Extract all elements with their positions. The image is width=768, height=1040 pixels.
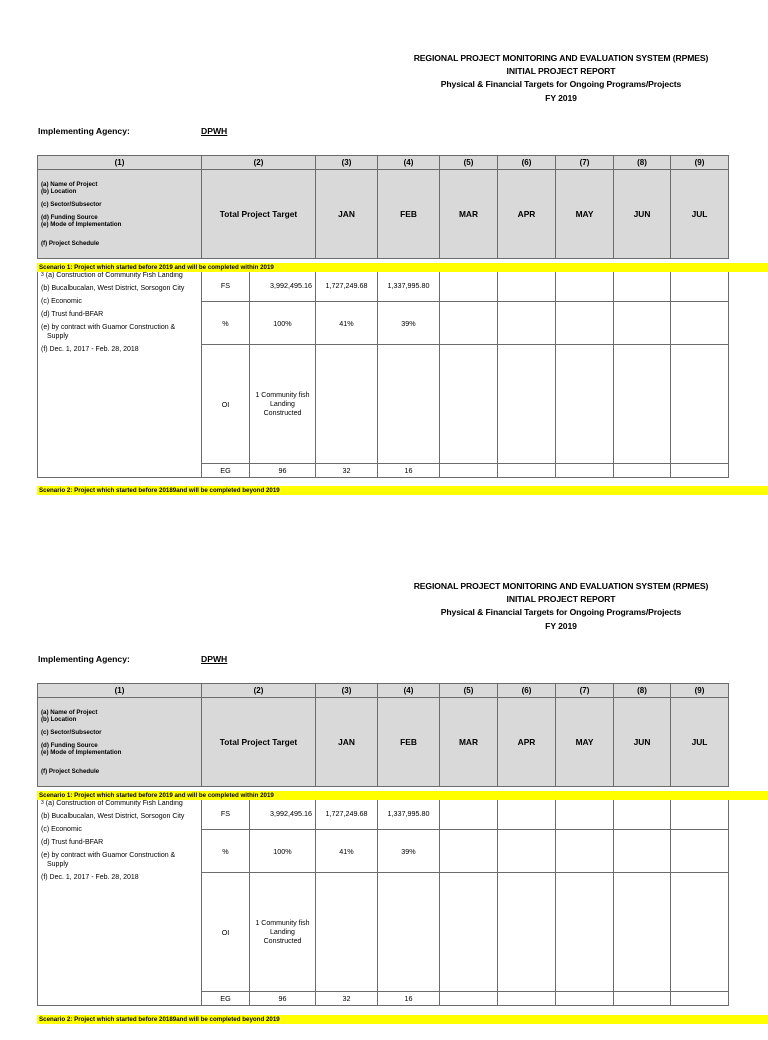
project-schedule: (f) Dec. 1, 2017 - Feb. 28, 2018 <box>41 874 139 881</box>
header-item-name: (a) Name of Project <box>41 180 98 188</box>
header-month-apr: APR <box>498 170 556 259</box>
row-label-fs: FS <box>202 797 250 830</box>
eg-jan: 32 <box>316 992 378 1006</box>
header-row <box>38 698 729 787</box>
targets-table <box>37 683 729 1006</box>
header-month-mar: MAR <box>440 170 498 259</box>
report-sheet-1 <box>0 0 768 512</box>
scenario-2-band: Scenario 2: Project which started before 20189and will be completed beyond 2019 <box>37 486 768 495</box>
report-title-system: REGIONAL PROJECT MONITORING AND EVALUATION SYSTEM (RPMES) <box>413 581 709 591</box>
header-month-feb: FEB <box>378 170 440 259</box>
table-row <box>38 269 729 302</box>
header-item-sector: (c) Sector/Subsector <box>41 200 102 208</box>
header-month-mar: MAR <box>440 698 498 787</box>
header-month-may: MAY <box>556 170 614 259</box>
header-month-feb: FEB <box>378 698 440 787</box>
agency-value: DPWH <box>201 126 228 136</box>
col-number-5: (5) <box>440 156 498 170</box>
header-total-target: Total Project Target <box>202 698 316 787</box>
project-number: 3 <box>41 272 44 278</box>
header-item-schedule: (f) Project Schedule <box>41 767 100 775</box>
project-sector: (c) Economic <box>41 298 82 305</box>
header-month-jun: JUN <box>614 698 671 787</box>
fs-jan: 1,727,249.68 <box>316 797 378 830</box>
fs-jan: 1,727,249.68 <box>316 269 378 302</box>
header-month-jan: JAN <box>316 170 378 259</box>
pct-jan: 41% <box>316 830 378 873</box>
header-month-jan: JAN <box>316 698 378 787</box>
header-item-mode: (e) Mode of Implementation <box>41 221 122 229</box>
project-schedule: (f) Dec. 1, 2017 - Feb. 28, 2018 <box>41 346 139 353</box>
fs-total: 3,992,495.16 <box>250 797 316 830</box>
col-number-2: (2) <box>202 684 316 698</box>
scenario-2-band: Scenario 2: Project which started before 20189and will be completed beyond 2019 <box>37 1015 768 1024</box>
header-description-cell <box>38 170 202 259</box>
report-title-subtitle: Physical & Financial Targets for Ongoing Programs/Projects <box>440 607 682 618</box>
row-label-fs: FS <box>202 269 250 302</box>
project-name: (a) Construction of Community Fish Landing <box>45 272 183 279</box>
header-item-schedule: (f) Project Schedule <box>41 239 100 247</box>
col-number-9: (9) <box>671 684 729 698</box>
header-item-funding: (d) Funding Source <box>41 741 98 749</box>
report-title-block <box>396 52 726 105</box>
col-number-3: (3) <box>316 156 378 170</box>
report-title-subtitle: Physical & Financial Targets for Ongoing Programs/Projects <box>440 79 682 90</box>
header-month-jul: JUL <box>671 170 729 259</box>
agency-label: Implementing Agency: <box>38 126 130 136</box>
header-item-funding: (d) Funding Source <box>41 213 98 221</box>
column-number-row <box>38 684 729 698</box>
col-number-2: (2) <box>202 156 316 170</box>
header-row <box>38 170 729 259</box>
row-label-percent: % <box>202 302 250 345</box>
scenario-1-band: Scenario 1: Project which started before 2019 and will be completed within 2019 <box>37 791 768 800</box>
header-total-target: Total Project Target <box>202 170 316 259</box>
col-number-4: (4) <box>378 156 440 170</box>
pct-total: 100% <box>250 830 316 873</box>
header-item-location: (b) Location <box>41 716 77 724</box>
row-label-eg: EG <box>202 992 250 1006</box>
row-label-eg: EG <box>202 464 250 478</box>
report-title-fy: FY 2019 <box>545 92 577 103</box>
fs-total: 3,992,495.16 <box>250 269 316 302</box>
project-mode: (e) by contract with Guamor Construction & Supply <box>41 852 176 868</box>
report-title-report: INITIAL PROJECT REPORT <box>506 594 616 605</box>
col-number-4: (4) <box>378 684 440 698</box>
col-number-1: (1) <box>38 156 202 170</box>
fs-feb: 1,337,995.80 <box>378 269 440 302</box>
oi-total: 1 Community fish Landing Constructed <box>250 873 316 992</box>
col-number-5: (5) <box>440 684 498 698</box>
pct-feb: 39% <box>378 830 440 873</box>
col-number-1: (1) <box>38 684 202 698</box>
header-description-cell <box>38 698 202 787</box>
eg-jan: 32 <box>316 464 378 478</box>
pct-feb: 39% <box>378 302 440 345</box>
project-name: (a) Construction of Community Fish Landing <box>45 800 183 807</box>
col-number-7: (7) <box>556 684 614 698</box>
project-location: (b) Bucalbucalan, West District, Sorsogon City <box>41 813 185 820</box>
col-number-8: (8) <box>614 156 671 170</box>
project-mode: (e) by contract with Guamor Construction & Supply <box>41 324 176 340</box>
header-item-mode: (e) Mode of Implementation <box>41 749 122 757</box>
eg-feb: 16 <box>378 464 440 478</box>
project-location: (b) Bucalbucalan, West District, Sorsogon City <box>41 285 185 292</box>
col-number-6: (6) <box>498 156 556 170</box>
project-sector: (c) Economic <box>41 826 82 833</box>
header-month-jul: JUL <box>671 698 729 787</box>
header-month-jun: JUN <box>614 170 671 259</box>
scenario-1-band: Scenario 1: Project which started before 2019 and will be completed within 2019 <box>37 263 768 272</box>
project-description-cell <box>38 269 202 478</box>
pct-jan: 41% <box>316 302 378 345</box>
row-label-oi: OI <box>202 873 250 992</box>
project-funding: (d) Trust fund-BFAR <box>41 839 104 846</box>
eg-total: 96 <box>250 992 316 1006</box>
header-month-may: MAY <box>556 698 614 787</box>
row-label-percent: % <box>202 830 250 873</box>
col-number-7: (7) <box>556 156 614 170</box>
project-description-cell <box>38 797 202 1006</box>
report-sheet-2 <box>0 528 768 1040</box>
report-title-system: REGIONAL PROJECT MONITORING AND EVALUATION SYSTEM (RPMES) <box>413 53 709 63</box>
header-month-apr: APR <box>498 698 556 787</box>
header-item-sector: (c) Sector/Subsector <box>41 728 102 736</box>
report-title-fy: FY 2019 <box>545 620 577 631</box>
eg-feb: 16 <box>378 992 440 1006</box>
eg-total: 96 <box>250 464 316 478</box>
col-number-6: (6) <box>498 684 556 698</box>
targets-table <box>37 155 729 478</box>
project-number: 3 <box>41 800 44 806</box>
col-number-8: (8) <box>614 684 671 698</box>
column-number-row <box>38 156 729 170</box>
col-number-3: (3) <box>316 684 378 698</box>
project-funding: (d) Trust fund-BFAR <box>41 311 104 318</box>
fs-feb: 1,337,995.80 <box>378 797 440 830</box>
header-item-location: (b) Location <box>41 188 77 196</box>
table-row <box>38 797 729 830</box>
report-title-report: INITIAL PROJECT REPORT <box>506 66 616 77</box>
oi-total: 1 Community fish Landing Constructed <box>250 345 316 464</box>
row-label-oi: OI <box>202 345 250 464</box>
col-number-9: (9) <box>671 156 729 170</box>
agency-value: DPWH <box>201 654 228 664</box>
agency-label: Implementing Agency: <box>38 654 130 664</box>
pct-total: 100% <box>250 302 316 345</box>
header-item-name: (a) Name of Project <box>41 708 98 716</box>
report-title-block <box>396 580 726 633</box>
